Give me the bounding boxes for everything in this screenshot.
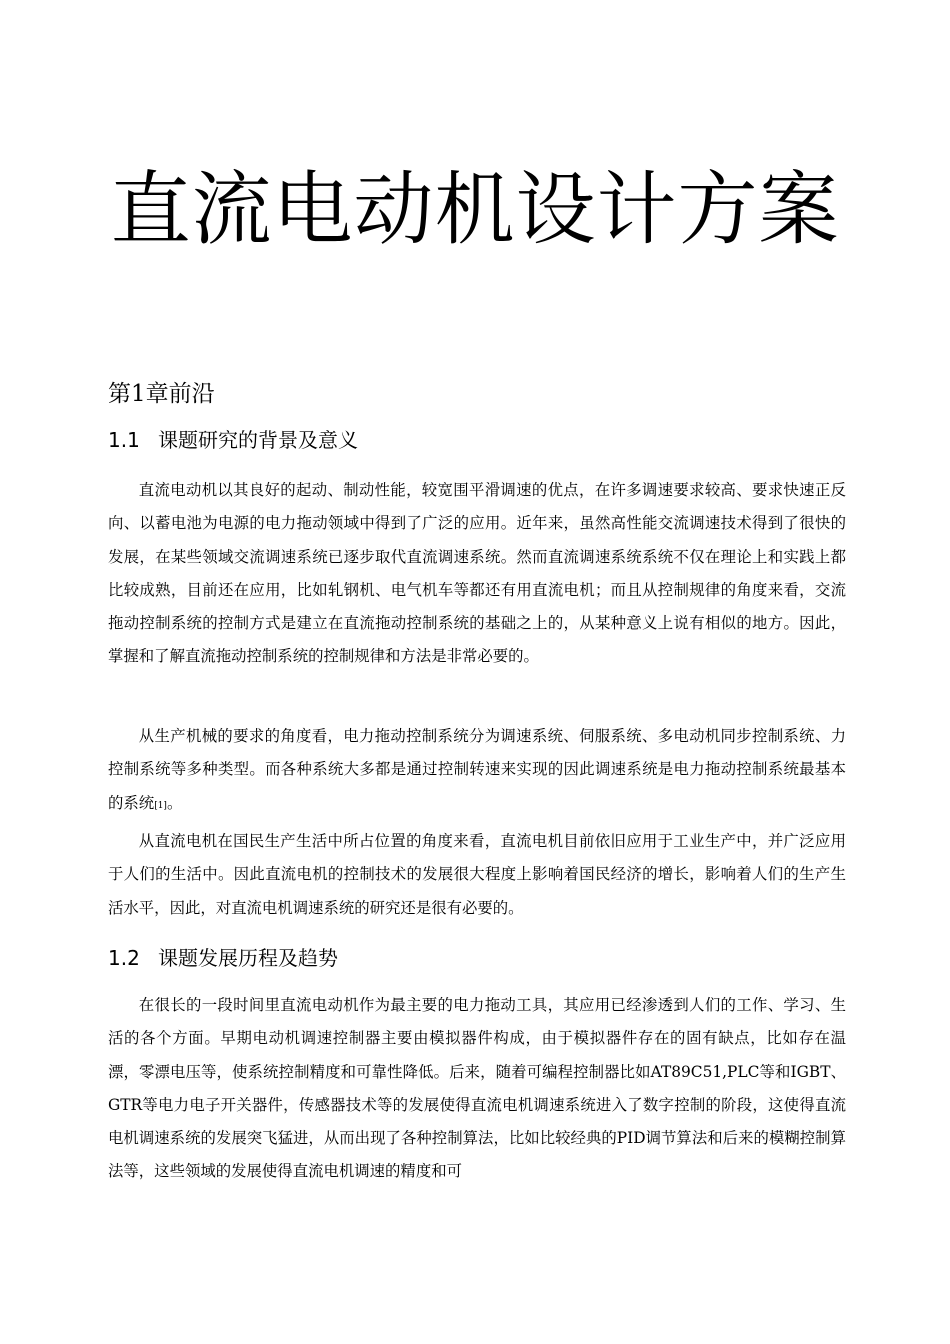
document-title: 直流电动机设计方案 [110,163,840,256]
section-number: 1.2 [108,946,140,970]
paragraph-end-mark: 。 [166,793,183,812]
section-heading-1-1 [108,425,358,455]
citation-marker: [1] [154,800,167,811]
paragraph-text: 从生产机械的要求的角度看，电力拖动控制系统分为调速系统、伺服系统、多电动机同步控制系统、力控制系统等多种类型。而各种系统大多都是通过控制转速来实现的因此调速系统是电力拖动控制系统最基本的系统 [108,727,846,812]
chapter-heading: 第1章前沿 [108,381,215,407]
paragraph [108,720,846,823]
section-title: 课题研究的背景及意义 [158,428,358,452]
paragraph: 在很长的一段时间里直流电动机作为最主要的电力拖动工具，其应用已经渗透到人们的工作、学习、生活的各个方面。早期电动机调速控制器主要由模拟器件构成，由于模拟器件存在的固有缺点，比如存在温漂，零漂电压等，使系统控制精度和可靠性降低。后来，随着可编程控制器比如AT89C51,PLC等和IGBT、GTR等电力电子开关器件，传感器技术等的发展使得直流电机调速系统进入了数字控制的阶段，这使得直流电机调速系统的发展突飞猛进，从而出现了各种控制算法，比如比较经典的PID调节算法和后来的模糊控制算法等，这些领域的发展使得直流电机调速的精度和可 [108,996,846,1181]
paragraph: 从直流电机在国民生产生活中所占位置的角度来看，直流电机目前依旧应用于工业生产中，并广泛应用于人们的生活中。因此直流电机的控制技术的发展很大程度上影响着国民经济的增长，影响着人们的生产生活水平，因此，对直流电机调速系统的研究还是很有必要的。 [108,832,846,917]
section-number: 1.1 [108,428,140,452]
paragraph: 直流电动机以其良好的起动、制动性能，较宽围平滑调速的优点，在许多调速要求较高、要求快速正反向、以蓄电池为电源的电力拖动领域中得到了广泛的应用。近年来，虽然高性能交流调速技术得到了很快的发展，在某些领域交流调速系统已逐步取代直流调速系统。然而直流调速系统系统不仅在理论上和实践上都比较成熟，目前还在应用，比如轧钢机、电气机车等都还有用直流电机；而且从控制规律的角度来看，交流拖动控制系统的控制方式是建立在直流拖动控制系统的基础之上的，从某种意义上说有相似的地方。因此，掌握和了解直流拖动控制系统的控制规律和方法是非常必要的。 [108,481,846,666]
section-heading-1-2 [108,943,338,973]
section-title: 课题发展历程及趋势 [158,946,338,970]
